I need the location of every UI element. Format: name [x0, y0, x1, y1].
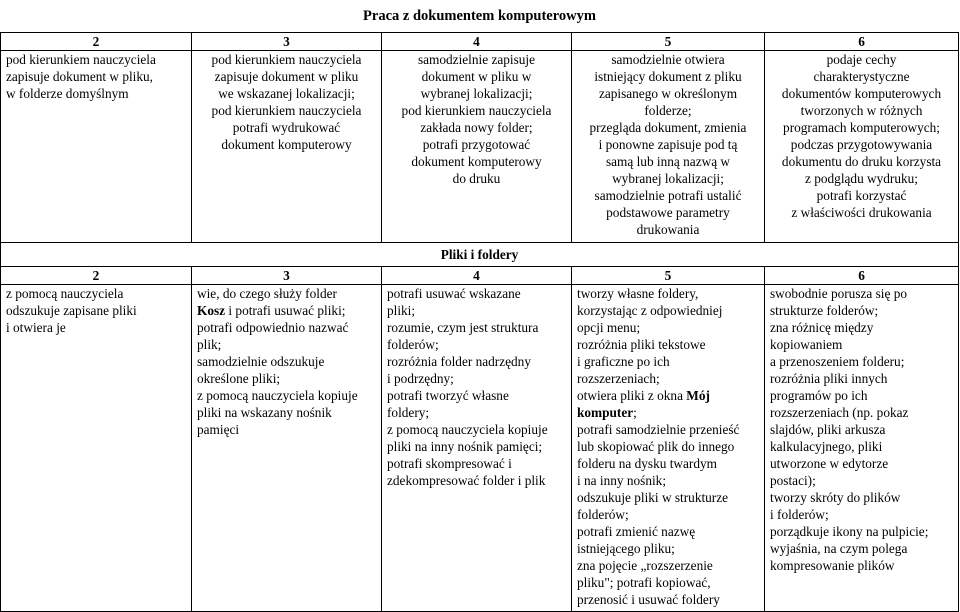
cell-line: wybranej lokalizacji;: [612, 170, 724, 186]
cell-line: samodzielnie zapisuje: [417, 51, 536, 67]
cell-line: foldery;: [387, 404, 430, 420]
cell-line: dokumentów komputerowych: [781, 85, 942, 101]
cell-line: samą lub inną nazwą w: [605, 153, 731, 169]
cell-line: folderów;: [577, 506, 629, 522]
requirement-cell-grade-3: [192, 50, 382, 242]
cell-line: rozróżnia pliki tekstowe: [577, 336, 706, 352]
cell-line: dokument komputerowy: [221, 136, 352, 152]
cell-line: pliki na inny nośnik pamięci;: [387, 438, 543, 454]
cell-line: odszukuje zapisane pliki: [6, 302, 137, 318]
cell-line: i podrzędny;: [387, 370, 454, 386]
cell-line: i folderów;: [770, 506, 829, 522]
cell-line: rozróżnia pliki innych: [770, 370, 888, 386]
cell-line: dokument w pliku w: [421, 68, 532, 84]
requirement-cell-grade-4: [382, 50, 572, 242]
grade-number-row: [1, 32, 959, 50]
cell-line: odszukuje pliki w strukturze: [577, 489, 729, 505]
cell-line: potrafi odpowiednio nazwać: [197, 319, 349, 335]
cell-line: postaci);: [770, 472, 816, 488]
cell-line: opcji menu;: [577, 319, 641, 335]
cell-line: folderu na dysku twardym: [577, 455, 717, 471]
cell-line: potrafi tworzyć własne: [387, 387, 509, 403]
grade-number: 6: [765, 32, 959, 50]
section-heading: Pliki i foldery: [1, 242, 959, 266]
grade-number: 4: [382, 32, 572, 50]
grade-number: 6: [765, 266, 959, 284]
cell-line: z podglądu wydruku;: [805, 170, 919, 186]
cell-line: pod kierunkiem nauczyciela: [401, 102, 552, 118]
cell-line: kalkulacyjnego, pliki: [770, 438, 883, 454]
cell-line: z pomocą nauczyciela kopiuje: [387, 421, 548, 437]
cell-line: swobodnie porusza się po: [770, 285, 908, 301]
cell-line: tworzy skróty do plików: [770, 489, 901, 505]
cell-line: porządkuje ikony na pulpicie;: [770, 523, 929, 539]
cell-line-rich: komputer;: [577, 404, 637, 420]
requirement-cell-grade-6: [765, 284, 959, 611]
cell-line: z właściwości drukowania: [791, 204, 932, 220]
cell-line: zapisanego w określonym: [598, 85, 738, 101]
cell-line: z pomocą nauczyciela kopiuje: [197, 387, 358, 403]
requirement-cell-grade-2: [1, 284, 192, 611]
grade-number: 4: [382, 266, 572, 284]
cell-line: przegląda dokument, zmienia: [589, 119, 747, 135]
cell-line: samodzielnie odszukuje: [197, 353, 325, 369]
requirements-row: [1, 50, 959, 242]
cell-line: pamięci: [197, 421, 240, 437]
cell-line: dokument komputerowy: [411, 153, 542, 169]
cell-line: potrafi skompresować i: [387, 455, 512, 471]
requirements-row: [1, 284, 959, 611]
requirement-cell-grade-2: [1, 50, 192, 242]
cell-line: zapisuje dokument w pliku,: [6, 68, 153, 84]
cell-line: korzystając z odpowiedniej: [577, 302, 723, 318]
cell-line: pliku"; potrafi kopiować,: [577, 574, 711, 590]
cell-line: podstawowe parametry: [606, 204, 730, 220]
cell-line: kompresowanie plików: [770, 557, 895, 573]
cell-line: tworzonych w różnych: [800, 102, 923, 118]
grade-number: 5: [572, 266, 765, 284]
cell-line: rozszerzeniach;: [577, 370, 660, 386]
cell-line: lub skopiować plik do innego: [577, 438, 735, 454]
cell-line: utworzone w edytorze: [770, 455, 889, 471]
cell-line: istniejącego pliku;: [577, 540, 675, 556]
cell-line: w folderze domyślnym: [6, 85, 129, 101]
cell-line: potrafi korzystać: [816, 187, 907, 203]
cell-line: do druku: [452, 170, 501, 186]
cell-line: wie, do czego służy folder: [197, 285, 337, 301]
cell-line: przenosić i usuwać foldery: [577, 591, 720, 607]
requirement-cell-grade-6: [765, 50, 959, 242]
cell-line: samodzielnie otwiera: [611, 51, 725, 67]
grade-number: 2: [1, 266, 192, 284]
cell-line: pliki;: [387, 302, 416, 318]
cell-line: zakłada nowy folder;: [420, 119, 533, 135]
cell-line: z pomocą nauczyciela: [6, 285, 124, 301]
cell-line-rich: otwiera pliki z okna Mój: [577, 387, 710, 403]
cell-line: plik;: [197, 336, 222, 352]
cell-line: i na inny nośnik;: [577, 472, 667, 488]
requirement-cell-grade-5: [572, 284, 765, 611]
cell-line: programach komputerowych;: [783, 119, 940, 135]
grade-number: 3: [192, 32, 382, 50]
requirement-cell-grade-5: [572, 50, 765, 242]
cell-line: programów po ich: [770, 387, 868, 403]
cell-line: dokumentu do druku korzysta: [781, 153, 942, 169]
cell-line: i otwiera je: [6, 319, 66, 335]
grade-number: 3: [192, 266, 382, 284]
cell-line: potrafi wydrukować: [232, 119, 341, 135]
cell-line: pod kierunkiem nauczyciela: [211, 51, 362, 67]
cell-line: pod kierunkiem nauczyciela: [6, 51, 156, 67]
cell-line: podczas przygotowywania: [790, 136, 933, 152]
cell-line: potrafi przygotować: [422, 136, 531, 152]
cell-line: samodzielnie potrafi ustalić: [594, 187, 742, 203]
cell-line: rozszerzeniach (np. pokaz: [770, 404, 909, 420]
requirement-cell-grade-3: [192, 284, 382, 611]
cell-line: potrafi zmienić nazwę: [577, 523, 696, 539]
cell-line: zna pojęcie „rozszerzenie: [577, 557, 713, 573]
cell-line: potrafi usuwać wskazane: [387, 285, 521, 301]
cell-line: określone pliki;: [197, 370, 281, 386]
cell-line: folderze;: [644, 102, 692, 118]
cell-line: podaje cechy: [826, 51, 897, 67]
cell-line: i graficzne po ich: [577, 353, 670, 369]
cell-line: rozumie, czym jest struktura: [387, 319, 539, 335]
cell-line: charakterystyczne: [813, 68, 910, 84]
cell-line: pliki na wskazany nośnik: [197, 404, 332, 420]
cell-line: i ponowne zapisuje pod tą: [598, 136, 738, 152]
cell-line: potrafi samodzielnie przenieść: [577, 421, 740, 437]
cell-line: kopiowaniem: [770, 336, 843, 352]
cell-line: istniejący dokument z pliku: [594, 68, 742, 84]
grade-number: 2: [1, 32, 192, 50]
grade-number: 5: [572, 32, 765, 50]
table-title: Praca z dokumentem komputerowym: [1, 0, 959, 32]
cell-line: zna różnicę między: [770, 319, 874, 335]
cell-line: zapisuje dokument w pliku: [214, 68, 359, 84]
cell-line: wybranej lokalizacji;: [420, 85, 533, 101]
cell-line-rich: Kosz i potrafi usuwać pliki;: [197, 302, 346, 318]
requirement-cell-grade-4: [382, 284, 572, 611]
cell-line: wyjaśnia, na czym polega: [770, 540, 908, 556]
cell-line: a przenoszeniem folderu;: [770, 353, 905, 369]
cell-line: pod kierunkiem nauczyciela: [211, 102, 362, 118]
cell-line: we wskazanej lokalizacji;: [218, 85, 355, 101]
grade-number-row: [1, 266, 959, 284]
cell-line: zdekompresować folder i plik: [387, 472, 546, 488]
cell-line: slajdów, pliki arkusza: [770, 421, 886, 437]
cell-line: rozróżnia folder nadrzędny: [387, 353, 531, 369]
cell-line: folderów;: [387, 336, 439, 352]
cell-line: drukowania: [636, 221, 700, 237]
cell-line: tworzy własne foldery,: [577, 285, 699, 301]
cell-line: strukturze folderów;: [770, 302, 879, 318]
